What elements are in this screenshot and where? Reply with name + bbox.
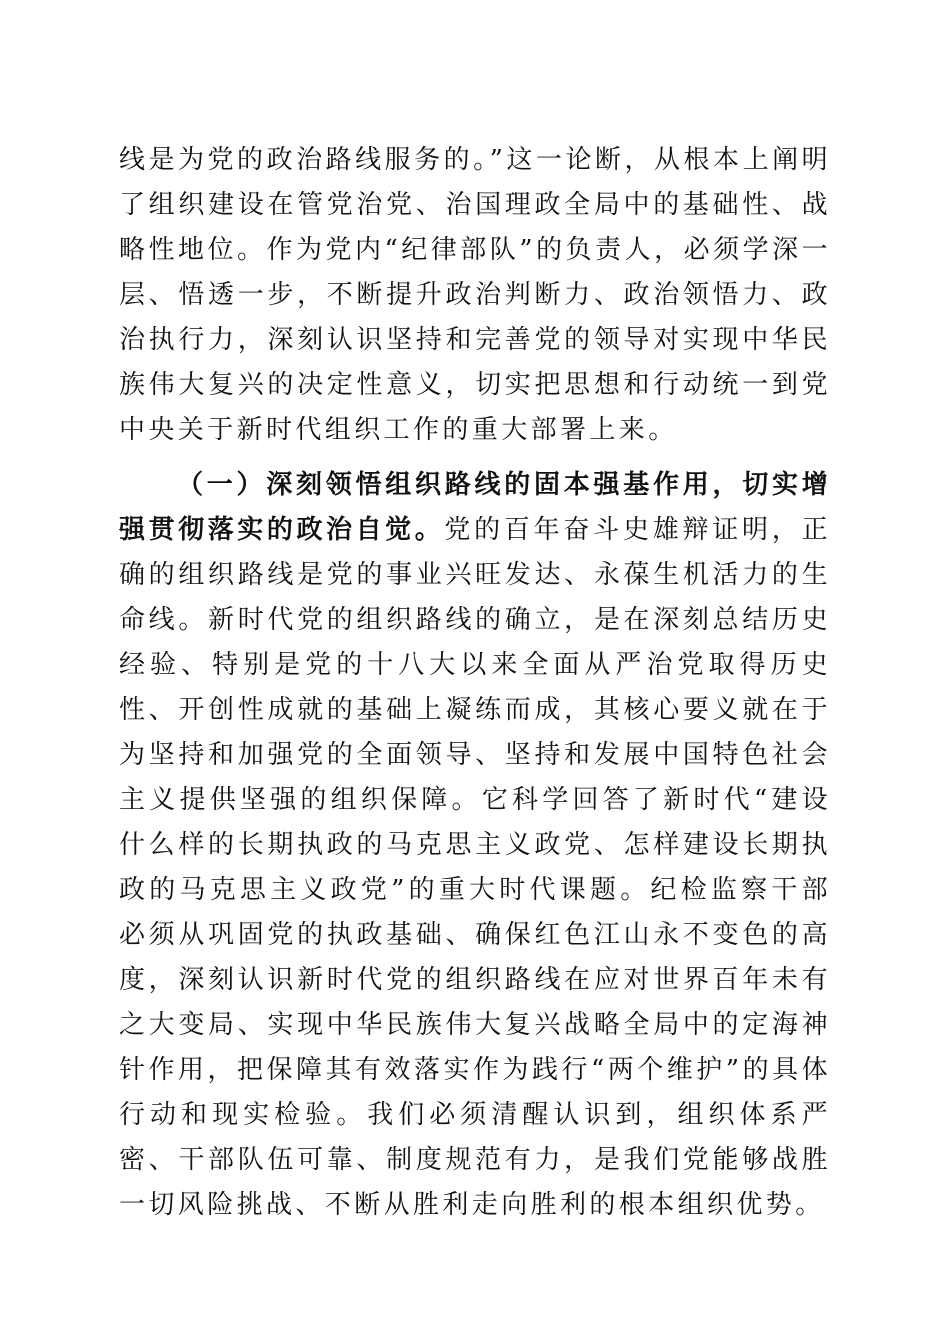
section-body-text: 党的百年奋斗史雄辩证明，正确的组织路线是党的事业兴旺发达、永葆生机活力的生命线。新时代党的组织路线的确立，是在深刻总结历史经验、特别是党的十八大以来全面从严治党取得历史性、开创性成就的基础上凝练而成，其核心要义就在于为坚持和加强党的全面领导、坚持和发展中国特色社会主义提供坚强的组织保障。它科学回答了新时代“建设什么样的长期执政的马克思主义政党、怎样建设长期执政的马克思主义政党”的重大时代课题。纪检监察干部必须从巩固党的执政基础、确保红色江山永不变色的高度，深刻认识新时代党的组织路线在应对世界百年未有之大变局、实现中华民族伟大复兴战略全局中的定海神针作用，把保障其有效落实作为践行“两个维护”的具体行动和现实检验。我们必须清醒认识到，组织体系严密、干部队伍可靠、制度规范有力，是我们党能够战胜一切风险挑战、不断从胜利走向胜利的根本组织优势。 xyxy=(119,515,831,1220)
paragraph-1-text: 线是为党的政治路线服务的。”这一论断，从根本上阐明了组织建设在管党治党、治国理政全局中的基础性、战略性地位。作为党内“纪律部队”的负责人，必须学深一层、悟透一步，不断提升政治判断力、政治领悟力、政治执行力，深刻认识坚持和完善党的领导对实现中华民族伟大复兴的决定性意义，切实把思想和行动统一到党中央关于新时代组织工作的重大部署上来。 xyxy=(119,145,831,445)
section-heading: （一）深刻领悟组织路线的固本强基作用，切实增强贯彻落实的政治自觉。 xyxy=(119,470,831,545)
paragraph-continuation xyxy=(119,138,831,453)
document-body xyxy=(119,138,831,1228)
paragraph-section-one xyxy=(119,463,831,1228)
